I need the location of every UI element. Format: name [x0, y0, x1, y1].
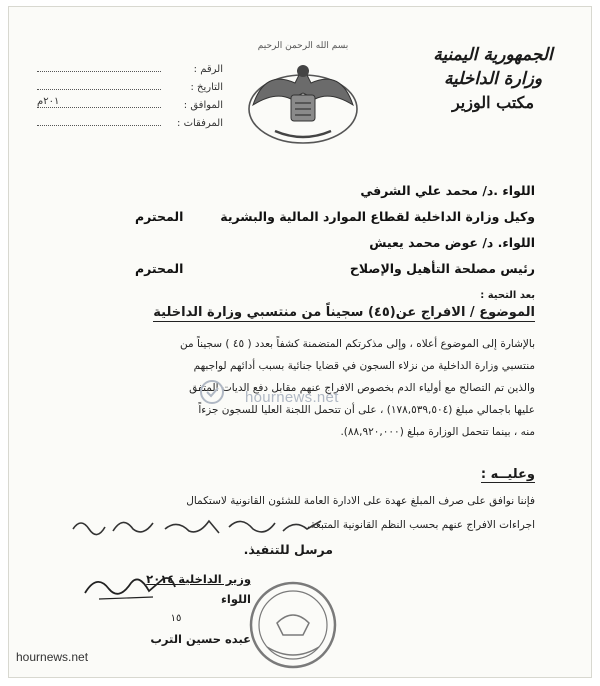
- ref-line: [37, 61, 161, 72]
- subject-line: الموضوع / الافراج عن(٤٥) سجيناً من منتسبي وزارة الداخلية: [153, 305, 535, 320]
- signer-name: عبده حسين الترب: [150, 632, 251, 646]
- eagle-emblem-icon: [235, 39, 371, 149]
- ref-label: الموافق :: [183, 100, 223, 111]
- ref-line: [37, 79, 161, 90]
- ref-label: الرقم :: [193, 64, 223, 75]
- ref-line: [37, 97, 161, 108]
- respect-word: المحترم: [135, 261, 184, 276]
- minister-title: وزير الداخلية ٢٠١٤: [146, 572, 251, 586]
- body-line: فإننا نوافق على صرف المبلغ عهدة على الادارة العامة للشئون القانونية لاستكمال: [186, 495, 535, 507]
- letter-page: [8, 6, 592, 678]
- official-stamp-icon: [245, 577, 341, 673]
- body-line: والذين تم التصالح مع أولياء الدم بخصوص الافراج عنهم مقابل دفع الديات المتفق: [189, 382, 535, 394]
- footer-watermark: hournews.net: [16, 650, 89, 664]
- ref-label: المرفقات :: [177, 118, 223, 129]
- handwritten-note: [69, 511, 329, 541]
- reference-fields: [33, 61, 223, 133]
- body-line: منه ، بينما تتحمل الوزارة مبلغ (٨٨,٩٢٠,٠٠٠).: [340, 426, 535, 438]
- addressee-line: اللواء. د/ عوض محمد يعيش: [369, 235, 535, 250]
- republic-name: الجمهورية اليمنية: [433, 45, 553, 65]
- watermark-text: hournews.net: [245, 389, 339, 406]
- ministry-header: [413, 43, 573, 115]
- addressee-line: وكيل وزارة الداخلية لقطاع الموارد المالية والبشرية المحترم: [135, 209, 535, 224]
- body-line: منتسبي وزارة الداخلية من نزلاء السجون في قضايا جنائية بسبب أدائهم لواجبهم: [193, 360, 535, 372]
- addressee-line: رئيس مصلحة التأهيل والإصلاح المحترم: [135, 261, 535, 276]
- ref-row: [33, 79, 223, 97]
- signature-rank: اللواء: [221, 592, 251, 606]
- body-paragraph: [47, 333, 535, 443]
- ref-row: [33, 97, 223, 115]
- watermark-logo-icon: [197, 377, 227, 407]
- addressee-line: اللواء .د/ محمد علي الشرفي: [360, 183, 535, 198]
- ministry-name: وزارة الداخلية: [443, 69, 543, 89]
- body-line: اجراءات الافراج عنهم بحسب النظم القانونية المتبعة.: [306, 519, 535, 531]
- ref-line: [37, 115, 161, 126]
- respect-word: المحترم: [135, 209, 184, 224]
- body-line: بالإشارة إلى الموضوع أعلاه ، وإلى مذكرتكم المتضمنة كشفاً بعدد ( ٤٥ ) سجيناً من: [180, 338, 535, 350]
- ref-value: ٢٠١م: [37, 96, 60, 107]
- send-for-execution: مرسل للتنفيذ.: [243, 542, 333, 557]
- office-name: مكتب الوزير: [451, 93, 535, 112]
- ref-row: [33, 115, 223, 133]
- basmala: بسم الله الرحمن الرحيم: [257, 41, 349, 51]
- ref-row: [33, 61, 223, 79]
- handwritten-signature: [79, 569, 179, 605]
- body-line: عليها باجمالي مبلغ (١٧٨,٥٣٩,٥٠٤) ، على أن تتحمل اللجنة العليا للسجون جزءاً: [198, 404, 535, 416]
- signature-day: ١٥: [170, 613, 182, 624]
- greeting: بعد التحية :: [480, 290, 535, 301]
- conclusion-heading: وعليــه :: [480, 467, 535, 482]
- ref-label: التاريخ :: [190, 82, 223, 93]
